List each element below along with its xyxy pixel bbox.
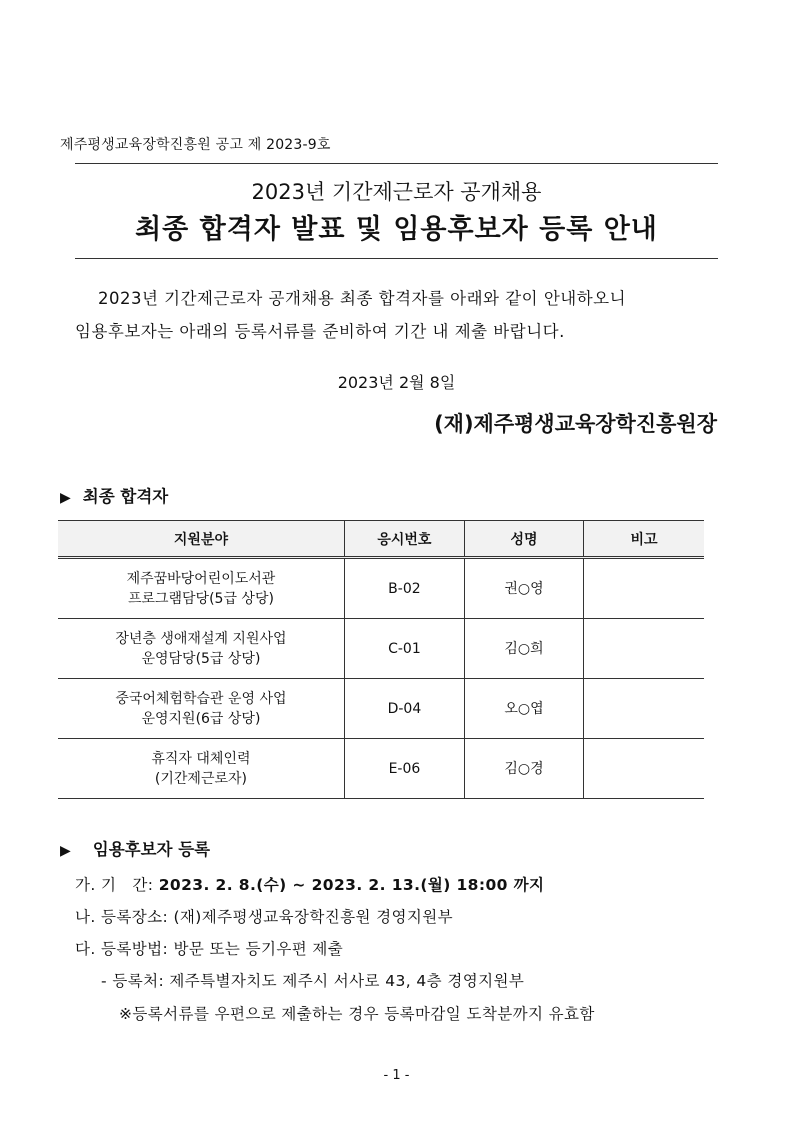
intro-line2: 임용후보자는 아래의 등록서류를 준비하여 기간 내 제출 바랍니다.: [75, 322, 565, 341]
cell-number: C-01: [344, 619, 464, 679]
table-row: [58, 619, 704, 679]
cell-name: 김○희: [464, 619, 583, 679]
header-field: 지원분야: [58, 521, 344, 558]
results-table: [58, 520, 704, 799]
cell-field: 제주꿈바당어린이도서관 프로그램담당(5급 상당): [58, 558, 344, 619]
cell-number: B-02: [344, 558, 464, 619]
section-title: 임용후보자 등록: [92, 840, 211, 859]
cell-number: D-04: [344, 679, 464, 739]
cell-note: [583, 739, 704, 799]
page-title: 최종 합격자 발표 및 임용후보자 등록 안내: [135, 214, 658, 245]
table-row: [58, 739, 704, 799]
registration-period: [75, 873, 544, 895]
section-registration: [60, 836, 210, 860]
table-row: [58, 679, 704, 739]
header-number: 응시번호: [344, 521, 464, 558]
period-value: 2023. 2. 8.(수) ~ 2023. 2. 13.(월) 18:00 까지: [158, 876, 545, 894]
title-divider: [75, 258, 718, 259]
section-title: 최종 합격자: [82, 487, 169, 506]
organization-signature: (재)제주평생교육장학진흥원장: [434, 412, 717, 436]
cell-field: 장년층 생애재설계 지원사업 운영담당(5급 상당): [58, 619, 344, 679]
cell-name: 권○영: [464, 558, 583, 619]
period-label: 가. 기 간:: [75, 876, 154, 894]
section-final-passers: [60, 483, 168, 507]
cell-name: 김○경: [464, 739, 583, 799]
triangle-right-icon: ▶: [60, 843, 71, 859]
page-number: - 1 -: [383, 1068, 410, 1083]
triangle-right-icon: ▶: [60, 490, 71, 506]
cell-note: [583, 679, 704, 739]
cell-number: E-06: [344, 739, 464, 799]
cell-name: 오○엽: [464, 679, 583, 739]
cell-note: [583, 619, 704, 679]
registration-place: 나. 등록장소: (재)제주평생교육장학진흥원 경영지원부: [75, 908, 454, 926]
registration-address: - 등록처: 제주특별자치도 제주시 서사로 43, 4층 경영지원부: [101, 972, 525, 990]
intro-line1: 2023년 기간제근로자 공개채용 최종 합격자를 아래와 같이 안내하오니: [98, 289, 627, 308]
table-row: [58, 558, 704, 619]
header-name: 성명: [464, 521, 583, 558]
notice-number: 제주평생교육장학진흥원 공고 제 2023-9호: [60, 137, 331, 153]
registration-method: 다. 등록방법: 방문 또는 등기우편 제출: [75, 940, 344, 958]
table-header-row: [58, 521, 704, 558]
registration-note: ※등록서류를 우편으로 제출하는 경우 등록마감일 도착분까지 유효함: [119, 1005, 595, 1023]
title-line1: 2023년 기간제근로자 공개채용: [251, 180, 542, 204]
cell-note: [583, 558, 704, 619]
cell-field: 중국어체험학습관 운영 사업 운영지원(6급 상당): [58, 679, 344, 739]
cell-field: 휴직자 대체인력 (기간제근로자): [58, 739, 344, 799]
header-note: 비고: [583, 521, 704, 558]
top-divider: [75, 163, 718, 164]
announcement-date: 2023년 2월 8일: [337, 373, 456, 392]
